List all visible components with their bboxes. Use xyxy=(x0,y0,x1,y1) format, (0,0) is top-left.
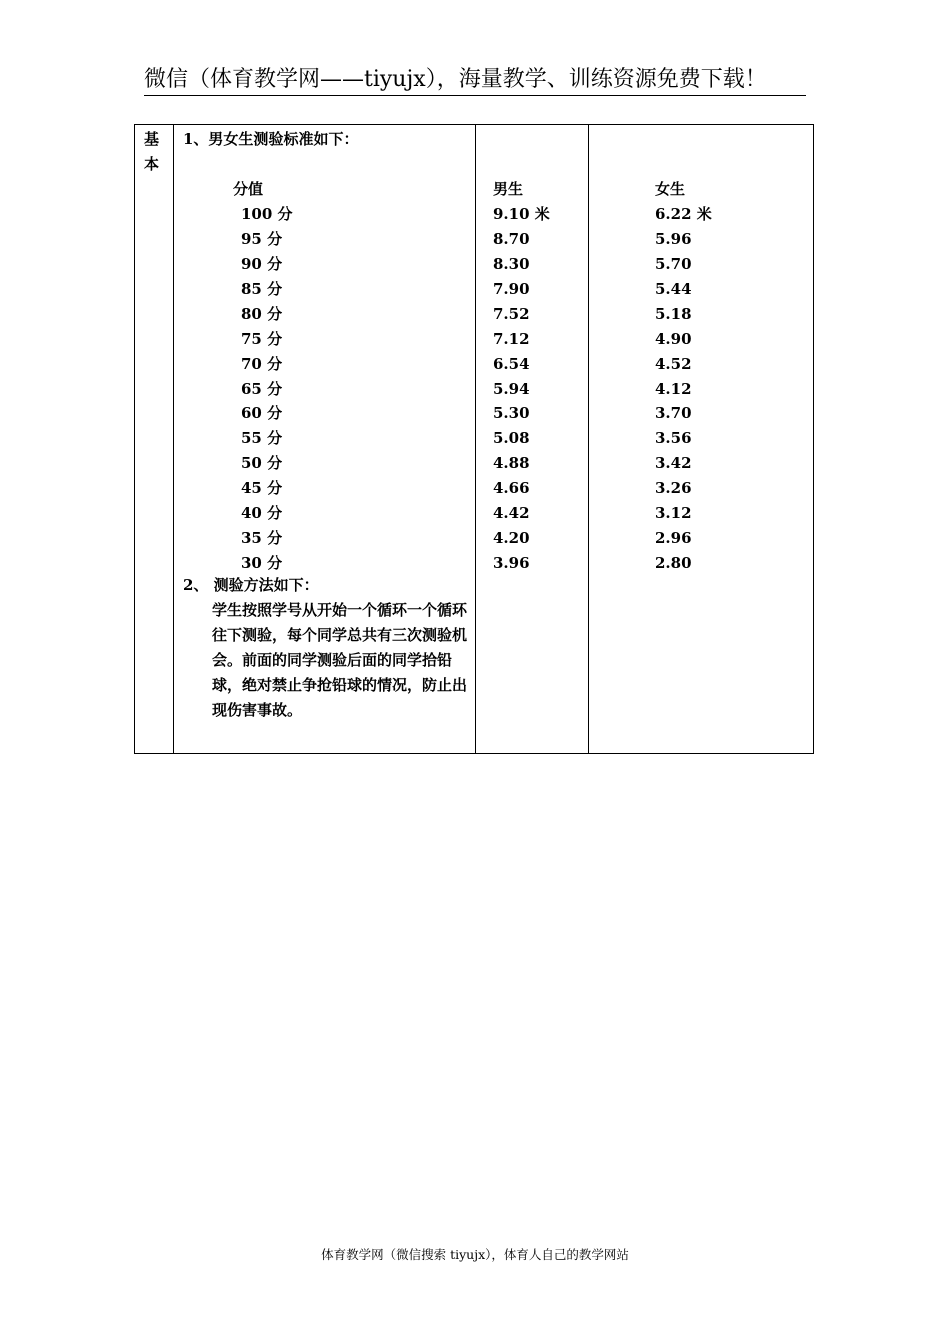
female-value-cell: 4.12 xyxy=(655,379,692,398)
standards-table xyxy=(134,124,814,754)
score-cell: 50 分 xyxy=(241,454,283,473)
male-value-cell: 6.54 xyxy=(493,354,530,373)
side-label: 基本 xyxy=(144,130,160,173)
female-value-cell: 3.42 xyxy=(655,454,692,473)
score-cell: 55 分 xyxy=(241,429,283,448)
female-value-cell: 3.56 xyxy=(655,429,692,448)
male-value-cell: 7.90 xyxy=(493,279,530,298)
male-value-cell: 7.12 xyxy=(493,329,530,348)
male-value-cell: 3.96 xyxy=(493,554,530,573)
section1-title: 1、男女生测验标准如下： xyxy=(183,130,359,148)
female-value-cell: 5.18 xyxy=(655,304,692,323)
male-value-cell: 9.10 米 xyxy=(493,205,550,223)
page-footer: 体育教学网（微信搜索 tiyujx），体育人自己的教学网站 xyxy=(321,1247,629,1262)
female-value-cell: 5.44 xyxy=(655,279,692,298)
female-value-cell: 5.70 xyxy=(655,254,692,273)
column-divider xyxy=(588,125,589,753)
male-value-cell: 5.30 xyxy=(493,404,530,423)
male-value-cell: 8.70 xyxy=(493,229,530,248)
male-value-cell: 5.08 xyxy=(493,429,530,448)
score-header: 分值 xyxy=(233,180,264,198)
male-value-cell: 5.94 xyxy=(493,379,530,398)
score-cell: 35 分 xyxy=(241,529,283,548)
score-cell: 30 分 xyxy=(241,554,283,573)
male-header: 男生 xyxy=(493,180,524,198)
male-value-cell: 4.88 xyxy=(493,454,530,473)
male-value-cell: 8.30 xyxy=(493,254,530,273)
male-value-cell: 4.66 xyxy=(493,479,530,498)
score-cell: 85 分 xyxy=(241,279,283,298)
section2-body: 学生按照学号从开始一个循环一个循环往下测验，每个同学总共有三次测验机会。前面的同学测验后面的同学拾铅球，绝对禁止争抢铅球的情况，防止出现伤害事故。 xyxy=(212,601,468,719)
female-value-cell: 3.26 xyxy=(655,479,692,498)
column-divider xyxy=(173,125,174,753)
score-cell: 40 分 xyxy=(241,504,283,523)
female-value-cell: 4.52 xyxy=(655,354,692,373)
female-header: 女生 xyxy=(655,180,686,198)
score-cell: 70 分 xyxy=(241,354,283,373)
female-value-cell: 3.12 xyxy=(655,504,692,523)
female-value-cell: 6.22 米 xyxy=(655,205,712,223)
score-cell: 90 分 xyxy=(241,254,283,273)
score-cell: 60 分 xyxy=(241,404,283,423)
score-cell: 75 分 xyxy=(241,329,283,348)
column-divider xyxy=(475,125,476,753)
section2-title: 2、 测验方法如下： xyxy=(183,576,319,594)
male-value-cell: 4.42 xyxy=(493,504,530,523)
female-value-cell: 4.90 xyxy=(655,329,692,348)
score-cell: 95 分 xyxy=(241,229,283,248)
female-value-cell: 3.70 xyxy=(655,404,692,423)
female-value-cell: 2.80 xyxy=(655,554,692,573)
male-value-cell: 4.20 xyxy=(493,529,530,548)
score-cell: 80 分 xyxy=(241,304,283,323)
female-value-cell: 2.96 xyxy=(655,529,692,548)
score-cell: 100 分 xyxy=(241,205,293,223)
score-cell: 65 分 xyxy=(241,379,283,398)
score-cell: 45 分 xyxy=(241,479,283,498)
male-value-cell: 7.52 xyxy=(493,304,530,323)
page-header: 微信（体育教学网——tiyujx），海量教学、训练资源免费下载！ xyxy=(144,66,806,96)
female-value-cell: 5.96 xyxy=(655,229,692,248)
